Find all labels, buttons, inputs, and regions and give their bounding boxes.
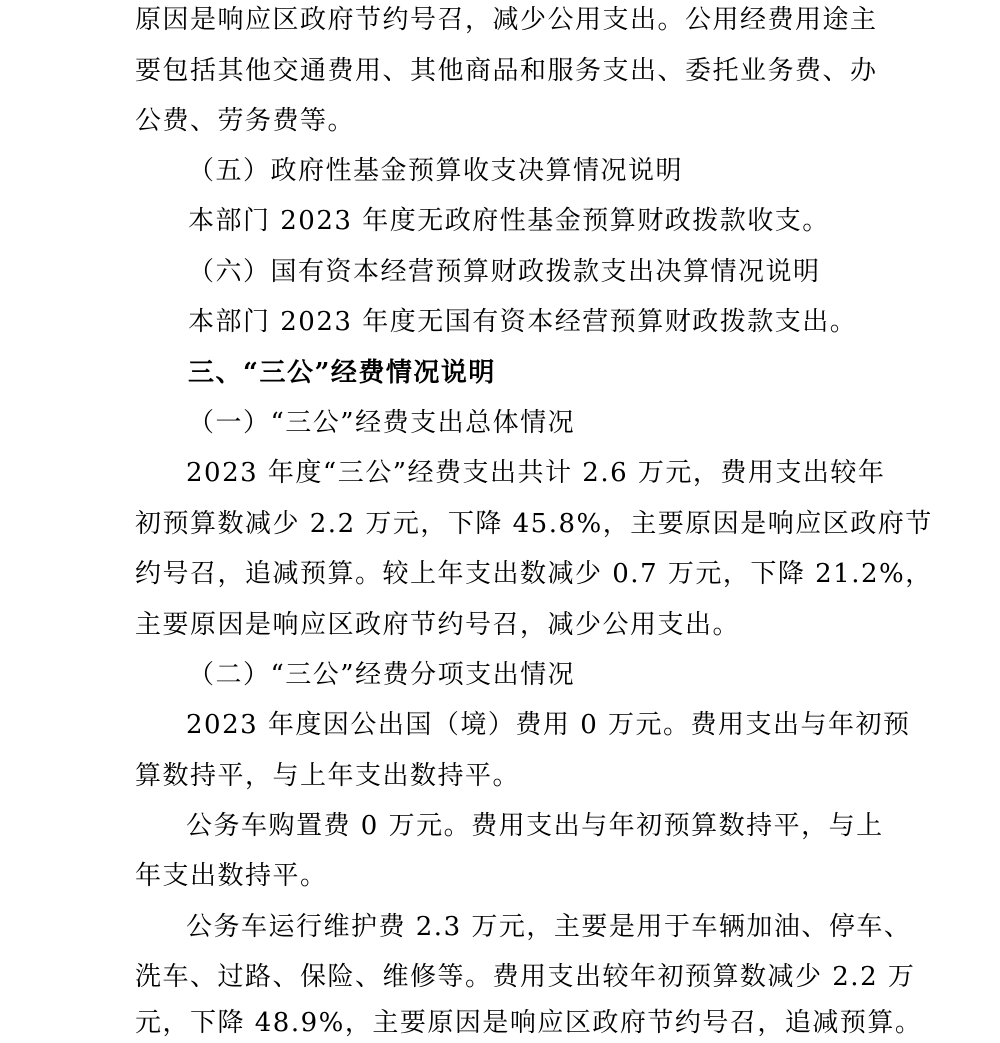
text-line: 洗车、过路、保险、维修等。费用支出较年初预算数减少 2.2 万 bbox=[135, 962, 916, 992]
text-line: 算数持平，与上年支出数持平。 bbox=[135, 761, 521, 791]
chapter-heading-3: 三、“三公”经费情况说明 bbox=[188, 358, 496, 388]
text-line: 主要原因是响应区政府节约号召，减少公用支出。 bbox=[135, 610, 741, 640]
text-line: 原因是响应区政府节约号召，减少公用支出。公用经费用途主 bbox=[135, 5, 878, 35]
section-heading-5: （五）政府性基金预算收支决算情况说明 bbox=[188, 156, 684, 186]
text-line: 本部门 2023 年度无政府性基金预算财政拨款收支。 bbox=[188, 206, 830, 236]
text-line: 元，下降 48.9%，主要原因是响应区政府节约号召，追减预算。 bbox=[135, 1008, 923, 1038]
subsection-heading-2: （二）“三公”经费分项支出情况 bbox=[188, 660, 576, 690]
text-line: 本部门 2023 年度无国有资本经营预算财政拨款支出。 bbox=[188, 307, 858, 337]
text-line: 公务车运行维护费 2.3 万元，主要是用于车辆加油、停车、 bbox=[186, 912, 912, 942]
text-line: 2023 年度因公出国（境）费用 0 万元。费用支出与年初预 bbox=[186, 710, 911, 740]
text-line: 初预算数减少 2.2 万元，下降 45.8%，主要原因是响应区政府节 bbox=[135, 509, 933, 539]
text-line: 要包括其他交通费用、其他商品和服务支出、委托业务费、办 bbox=[135, 56, 878, 86]
text-line: 2023 年度“三公”经费支出共计 2.6 万元，费用支出较年 bbox=[186, 458, 886, 488]
text-line: 约号召，追减预算。较上年支出数减少 0.7 万元，下降 21.2%， bbox=[135, 559, 933, 589]
text-line: 年支出数持平。 bbox=[135, 861, 328, 891]
text-line: 公务车购置费 0 万元。费用支出与年初预算数持平，与上 bbox=[186, 811, 884, 841]
section-heading-6: （六）国有资本经营预算财政拨款支出决算情况说明 bbox=[188, 257, 821, 287]
text-line: 公费、劳务费等。 bbox=[135, 106, 356, 136]
subsection-heading-1: （一）“三公”经费支出总体情况 bbox=[188, 408, 576, 438]
